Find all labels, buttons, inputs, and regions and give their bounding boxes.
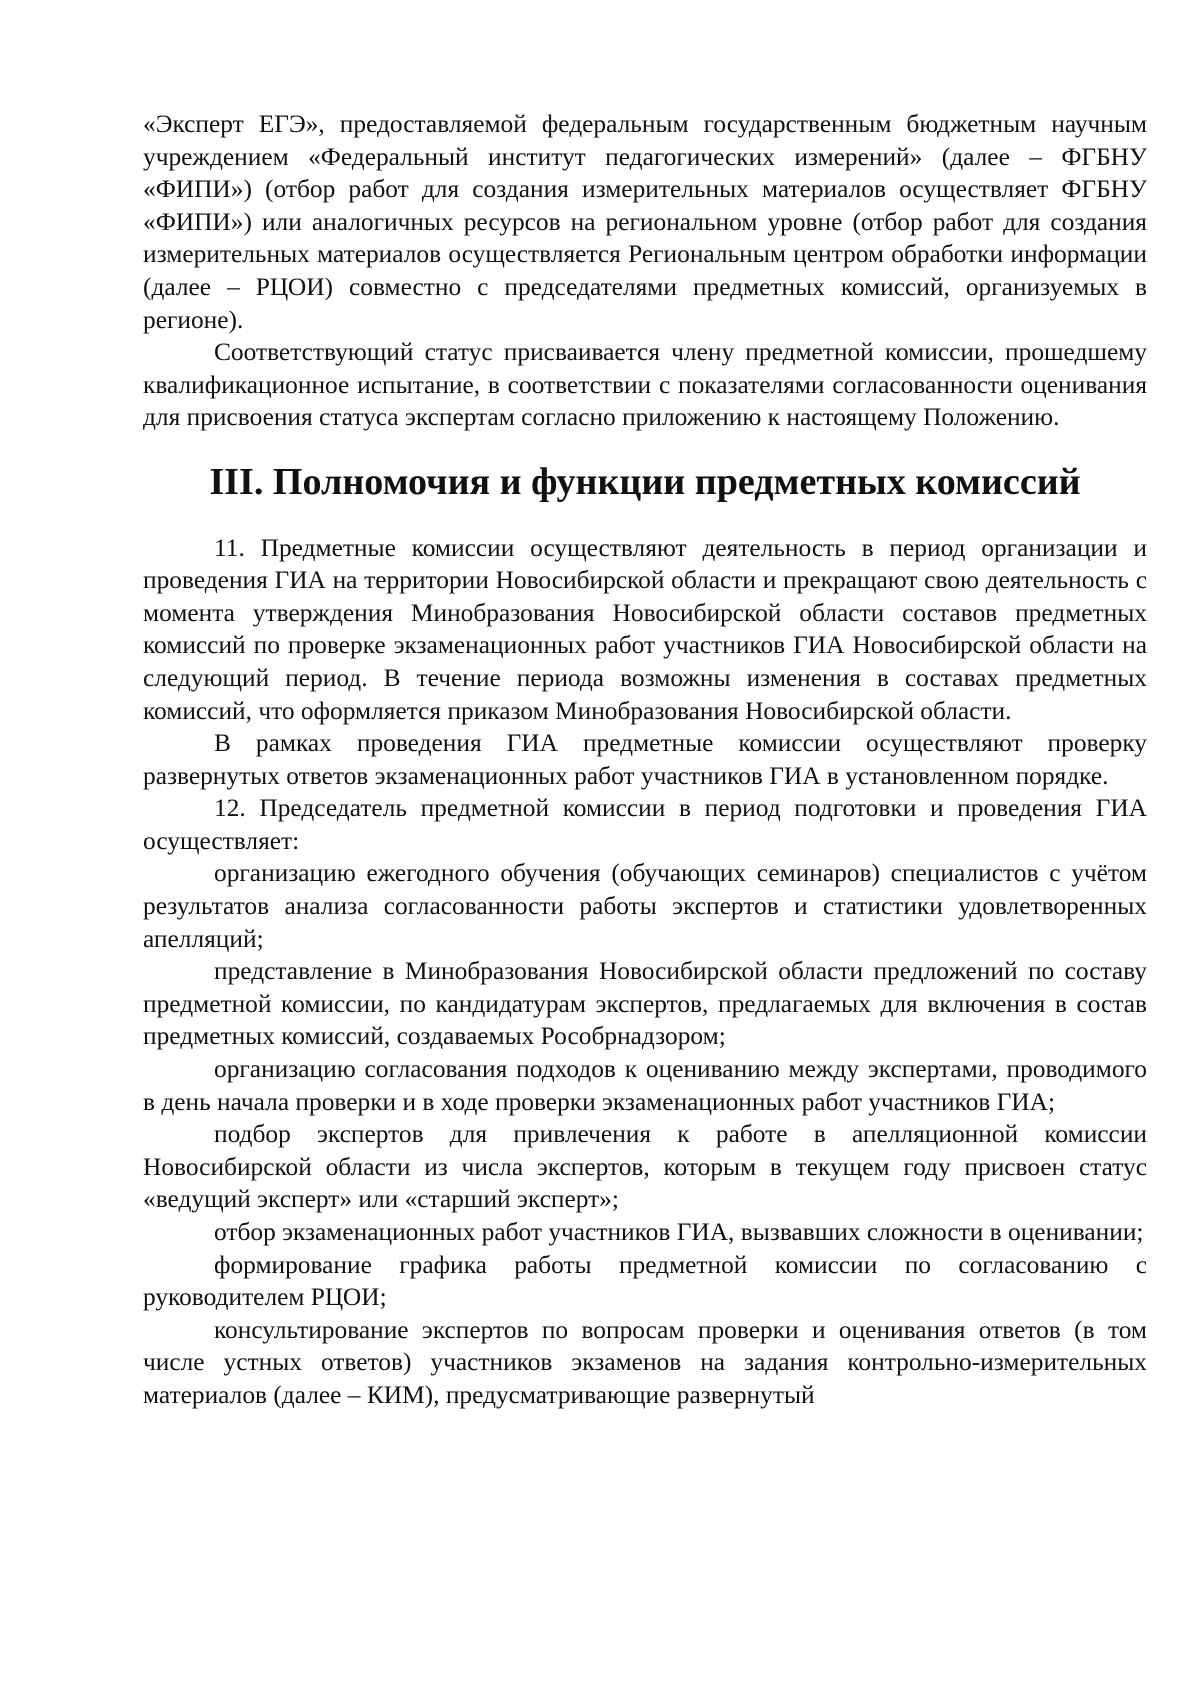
paragraph-12-difficult-works: отбор экзаменационных работ участников ГИА, вызвавших сложности в оценивании; — [214, 1218, 1144, 1246]
paragraph-11: 11. Предметные комиссии осуществляют деятельность в период организации и проведения ГИА на территории Новосибирской области и прекращают свою деятельность с момента утверждения Минобразования Новосибирской области составов предметных комиссий по проверке экзаменационных работ участников ГИА Новосибирской области на следующий период. В течение периода возможны изменения в составах предметных комиссий, что оформляется приказом Минобразования Новосибирской области. — [143, 533, 1147, 725]
document-page — [143, 108, 1147, 1412]
paragraph-12-schedule: формирование графика работы предметной комиссии по согласованию с руководителем РЦОИ; — [143, 1250, 1147, 1312]
paragraph-12-proposals: представление в Минобразования Новосибирской области предложений по составу предметной комиссии, по кандидатурам экспертов, предлагаемых для включения в состав предметных комиссий, создаваемых Рособрнадзором; — [143, 957, 1147, 1051]
paragraph-12-coordination: организацию согласования подходов к оцениванию между экспертами, проводимого в день начала проверки и в ходе проверки экзаменационных работ участников ГИА; — [143, 1055, 1147, 1116]
paragraph-12-selection: подбор экспертов для привлечения к работе в апелляционной комиссии Новосибирской области из числа экспертов, которым в текущем году присвоен статус «ведущий эксперт» или «старший эксперт»; — [143, 1120, 1147, 1214]
paragraph-11-check: В рамках проведения ГИА предметные комиссии осуществляют проверку развернутых ответов экзаменационных работ участников ГИА в установленном порядке. — [143, 729, 1147, 790]
paragraph-status-assignment: Соответствующий статус присваивается члену предметной комиссии, прошедшему квалификационное испытание, в соответствии с показателями согласованности оценивания для присвоения статуса экспертам согласно приложению к настоящему Положению. — [143, 338, 1147, 432]
paragraph-12: 12. Председатель предметной комиссии в период подготовки и проведения ГИА осуществляет: — [143, 794, 1147, 855]
paragraph-12-training: организацию ежегодного обучения (обучающих семинаров) специалистов с учётом результатов анализа согласованности работы экспертов и статистики удовлетворенных апелляций; — [143, 859, 1147, 953]
paragraph-12-consulting: консультирование экспертов по вопросам проверки и оценивания ответов (в том числе устных ответов) участников экзаменов на задания контрольно-измерительных материалов (далее – КИМ), предусматривающие развернутый — [143, 1315, 1147, 1409]
section-heading: III. Полномочия и функции предметных комиссий — [209, 460, 1081, 503]
paragraph-expert-ege: «Эксперт ЕГЭ», предоставляемой федеральным государственным бюджетным научным учреждением «Федеральный институт педагогических измерений» (далее – ФГБНУ «ФИПИ») (отбор работ для создания измерительных материалов осуществляет ФГБНУ «ФИПИ») или аналогичных ресурсов на региональном уровне (отбор работ для создания измерительных материалов осуществляется Региональным центром обработки информации (далее – РЦОИ) совместно с председателями предметных комиссий, организуемых в регионе). — [143, 110, 1147, 334]
